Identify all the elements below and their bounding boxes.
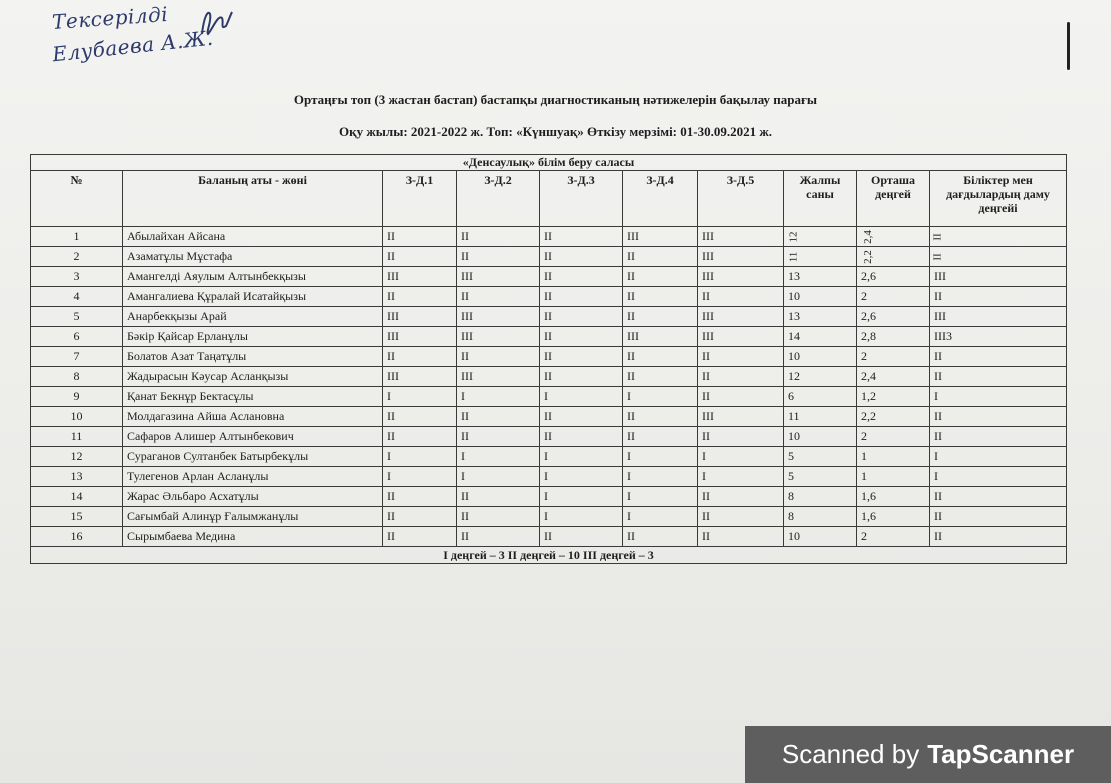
table-row xyxy=(31,307,1067,327)
footer-row xyxy=(31,547,1067,564)
section-title: «Денсаулық» білім беру саласы xyxy=(31,155,1067,171)
child-name: Сырымбаева Медина xyxy=(123,527,383,547)
document-title: Ортаңғы топ (3 жастан бастап) бастапқы диагностиканың нәтижелерін бақылау парағы xyxy=(293,92,818,107)
table-row xyxy=(31,287,1067,307)
development-level xyxy=(930,247,1067,267)
development-level: III xyxy=(930,267,1067,287)
row-number: 8 xyxy=(31,367,123,387)
row-number: 16 xyxy=(31,527,123,547)
score-d1: II xyxy=(383,427,457,447)
child-name: Бәкір Қайсар Ерланұлы xyxy=(123,327,383,347)
total-score: 5 xyxy=(784,467,857,487)
score-d4: III xyxy=(623,227,698,247)
total-score: 12 xyxy=(784,367,857,387)
child-name: Тулегенов Арлан Асланұлы xyxy=(123,467,383,487)
development-level: III3 xyxy=(930,327,1067,347)
development-level: II xyxy=(930,427,1067,447)
table-row xyxy=(31,407,1067,427)
total-score: 11 xyxy=(784,407,857,427)
total-score: 8 xyxy=(784,507,857,527)
score-d5: II xyxy=(698,527,784,547)
row-number: 9 xyxy=(31,387,123,407)
child-name: Болатов Азат Таңатұлы xyxy=(123,347,383,367)
score-d2: III xyxy=(457,307,540,327)
score-d3: II xyxy=(540,527,623,547)
total-score: 10 xyxy=(784,287,857,307)
score-d2: II xyxy=(457,247,540,267)
score-d3: II xyxy=(540,367,623,387)
score-d2: II xyxy=(457,487,540,507)
score-d2: I xyxy=(457,387,540,407)
diagnostics-table xyxy=(30,154,1067,564)
average-level xyxy=(857,247,930,267)
table-row xyxy=(31,327,1067,347)
score-d2: III xyxy=(457,367,540,387)
score-d1: II xyxy=(383,527,457,547)
score-d4: I xyxy=(623,447,698,467)
score-d2: III xyxy=(457,327,540,347)
score-d5: II xyxy=(698,347,784,367)
score-d3: I xyxy=(540,387,623,407)
development-level: II xyxy=(930,507,1067,527)
average-level xyxy=(857,227,930,247)
score-d1: II xyxy=(383,347,457,367)
row-number: 1 xyxy=(31,227,123,247)
child-name: Жадырасын Кәусар Асланқызы xyxy=(123,367,383,387)
score-d2: II xyxy=(457,427,540,447)
score-d3: II xyxy=(540,327,623,347)
score-d4: II xyxy=(623,347,698,367)
table-row xyxy=(31,447,1067,467)
header-d3: З-Д.3 xyxy=(540,171,623,227)
row-number: 5 xyxy=(31,307,123,327)
score-d1: I xyxy=(383,447,457,467)
table-row xyxy=(31,507,1067,527)
header-total: Жалпы саны xyxy=(784,171,857,227)
header-row xyxy=(31,171,1067,227)
score-d1: III xyxy=(383,267,457,287)
score-d2: II xyxy=(457,527,540,547)
score-d5: II xyxy=(698,287,784,307)
row-number: 13 xyxy=(31,467,123,487)
total-score xyxy=(784,227,857,247)
score-d5: III xyxy=(698,247,784,267)
development-level: II xyxy=(930,527,1067,547)
table-row xyxy=(31,487,1067,507)
scanner-watermark xyxy=(745,726,1111,783)
score-d1: I xyxy=(383,387,457,407)
average-level: 2,6 xyxy=(857,267,930,287)
score-d1: III xyxy=(383,307,457,327)
child-name: Сураганов Султанбек Батырбекұлы xyxy=(123,447,383,467)
score-d5: III xyxy=(698,267,784,287)
development-level: III xyxy=(930,307,1067,327)
row-number: 14 xyxy=(31,487,123,507)
score-d1: III xyxy=(383,367,457,387)
row-number: 6 xyxy=(31,327,123,347)
table-row xyxy=(31,347,1067,367)
table-row xyxy=(31,367,1067,387)
score-d3: II xyxy=(540,347,623,367)
total-score: 5 xyxy=(784,447,857,467)
average-level-rotated-text: 2,2 xyxy=(861,250,874,264)
child-name: Қанат Бекнұр Бектасұлы xyxy=(123,387,383,407)
row-number: 15 xyxy=(31,507,123,527)
score-d3: II xyxy=(540,247,623,267)
score-d5: I xyxy=(698,467,784,487)
development-level: II xyxy=(930,367,1067,387)
score-d5: III xyxy=(698,307,784,327)
header-name: Баланың аты - жөні xyxy=(123,171,383,227)
development-level: II xyxy=(930,407,1067,427)
table-body xyxy=(31,227,1067,547)
total-score: 10 xyxy=(784,427,857,447)
child-name: Сафаров Алишер Алтынбекович xyxy=(123,427,383,447)
score-d4: II xyxy=(623,427,698,447)
score-d3: I xyxy=(540,467,623,487)
score-d3: I xyxy=(540,487,623,507)
level-summary: I деңгей – 3 II деңгей – 10 III деңгей – 3 xyxy=(31,547,1067,564)
total-score: 8 xyxy=(784,487,857,507)
total-score: 10 xyxy=(784,347,857,367)
row-number: 10 xyxy=(31,407,123,427)
score-d5: II xyxy=(698,427,784,447)
score-d3: II xyxy=(540,267,623,287)
watermark-brand: TapScanner xyxy=(927,739,1075,769)
section-row xyxy=(31,155,1067,171)
score-d2: II xyxy=(457,407,540,427)
score-d5: III xyxy=(698,407,784,427)
child-name: Анарбекқызы Арай xyxy=(123,307,383,327)
header-avg: Орташа деңгей xyxy=(857,171,930,227)
header-d1: З-Д.1 xyxy=(383,171,457,227)
score-d5: II xyxy=(698,487,784,507)
child-name: Сағымбай Алинұр Ғалымжанұлы xyxy=(123,507,383,527)
score-d4: II xyxy=(623,247,698,267)
score-d4: I xyxy=(623,387,698,407)
row-number: 12 xyxy=(31,447,123,467)
score-d2: II xyxy=(457,227,540,247)
development-level: I xyxy=(930,447,1067,467)
table-row xyxy=(31,527,1067,547)
score-d1: II xyxy=(383,487,457,507)
score-d4: II xyxy=(623,267,698,287)
score-d1: II xyxy=(383,287,457,307)
development-level: II xyxy=(930,487,1067,507)
handwritten-signer-name: Елубаева А.Ж. xyxy=(51,25,215,67)
development-level-rotated-text: II xyxy=(931,233,944,241)
document-subtitle: Оқу жылы: 2021-2022 ж. Топ: «Күншуақ» Өткізу мерзімі: 01-30.09.2021 ж. xyxy=(338,124,773,139)
development-level: II xyxy=(930,347,1067,367)
total-score-rotated-text: 11 xyxy=(787,251,800,263)
row-number: 4 xyxy=(31,287,123,307)
average-level: 2 xyxy=(857,347,930,367)
score-d4: II xyxy=(623,287,698,307)
score-d1: III xyxy=(383,327,457,347)
average-level: 2 xyxy=(857,427,930,447)
total-score: 13 xyxy=(784,267,857,287)
development-level: I xyxy=(930,467,1067,487)
child-name: Амангалиева Құралай Исатайқызы xyxy=(123,287,383,307)
row-number: 3 xyxy=(31,267,123,287)
child-name: Абылайхан Айсана xyxy=(123,227,383,247)
total-score xyxy=(784,247,857,267)
score-d2: I xyxy=(457,467,540,487)
total-score: 10 xyxy=(784,527,857,547)
table-row xyxy=(31,467,1067,487)
score-d4: II xyxy=(623,367,698,387)
score-d4: I xyxy=(623,467,698,487)
score-d2: II xyxy=(457,507,540,527)
average-level: 1,2 xyxy=(857,387,930,407)
score-d1: I xyxy=(383,467,457,487)
child-name: Амангелді Аяулым Алтынбекқызы xyxy=(123,267,383,287)
score-d3: I xyxy=(540,447,623,467)
row-number: 11 xyxy=(31,427,123,447)
table-row xyxy=(31,267,1067,287)
score-d3: I xyxy=(540,507,623,527)
average-level: 2,4 xyxy=(857,367,930,387)
development-level: I xyxy=(930,387,1067,407)
score-d5: I xyxy=(698,447,784,467)
average-level: 2 xyxy=(857,287,930,307)
table-row xyxy=(31,247,1067,267)
header-level: Біліктер мен дағдылардың даму деңгейі xyxy=(930,171,1067,227)
average-level: 2,6 xyxy=(857,307,930,327)
average-level: 1,6 xyxy=(857,507,930,527)
score-d1: II xyxy=(383,507,457,527)
score-d2: I xyxy=(457,447,540,467)
table-row xyxy=(31,227,1067,247)
score-d4: II xyxy=(623,407,698,427)
score-d5: II xyxy=(698,507,784,527)
watermark-prefix: Scanned by xyxy=(781,739,920,769)
average-level: 2 xyxy=(857,527,930,547)
average-level: 2,2 xyxy=(857,407,930,427)
score-d1: II xyxy=(383,247,457,267)
row-number: 7 xyxy=(31,347,123,367)
score-d3: II xyxy=(540,407,623,427)
average-level: 2,8 xyxy=(857,327,930,347)
development-level: II xyxy=(930,287,1067,307)
total-score-rotated-text: 12 xyxy=(787,231,800,243)
child-name: Азаматұлы Мұстафа xyxy=(123,247,383,267)
header-d4: З-Д.4 xyxy=(623,171,698,227)
score-d4: III xyxy=(623,327,698,347)
score-d5: III xyxy=(698,227,784,247)
average-level: 1 xyxy=(857,447,930,467)
score-d2: III xyxy=(457,267,540,287)
signature-mark xyxy=(196,4,236,44)
handwritten-checked-note: Тексерілді xyxy=(51,1,169,35)
score-d4: I xyxy=(623,507,698,527)
score-d5: III xyxy=(698,327,784,347)
average-level-rotated-text: 2,4 xyxy=(861,230,874,244)
score-d3: II xyxy=(540,227,623,247)
header-num: № xyxy=(31,171,123,227)
header-d5: З-Д.5 xyxy=(698,171,784,227)
margin-pen-mark xyxy=(1067,22,1070,70)
score-d5: II xyxy=(698,387,784,407)
row-number: 2 xyxy=(31,247,123,267)
average-level: 1 xyxy=(857,467,930,487)
score-d3: II xyxy=(540,427,623,447)
development-level xyxy=(930,227,1067,247)
score-d3: II xyxy=(540,307,623,327)
score-d1: II xyxy=(383,227,457,247)
average-level: 1,6 xyxy=(857,487,930,507)
table-row xyxy=(31,427,1067,447)
child-name: Жарас Әльбаро Асхатұлы xyxy=(123,487,383,507)
development-level-rotated-text: II xyxy=(931,253,944,261)
table-row xyxy=(31,387,1067,407)
score-d2: II xyxy=(457,287,540,307)
header-d2: З-Д.2 xyxy=(457,171,540,227)
child-name: Молдагазина Айша Аслановна xyxy=(123,407,383,427)
total-score: 14 xyxy=(784,327,857,347)
total-score: 13 xyxy=(784,307,857,327)
score-d3: II xyxy=(540,287,623,307)
score-d5: II xyxy=(698,367,784,387)
score-d4: I xyxy=(623,487,698,507)
total-score: 6 xyxy=(784,387,857,407)
score-d4: II xyxy=(623,527,698,547)
score-d2: II xyxy=(457,347,540,367)
score-d1: II xyxy=(383,407,457,427)
score-d4: II xyxy=(623,307,698,327)
